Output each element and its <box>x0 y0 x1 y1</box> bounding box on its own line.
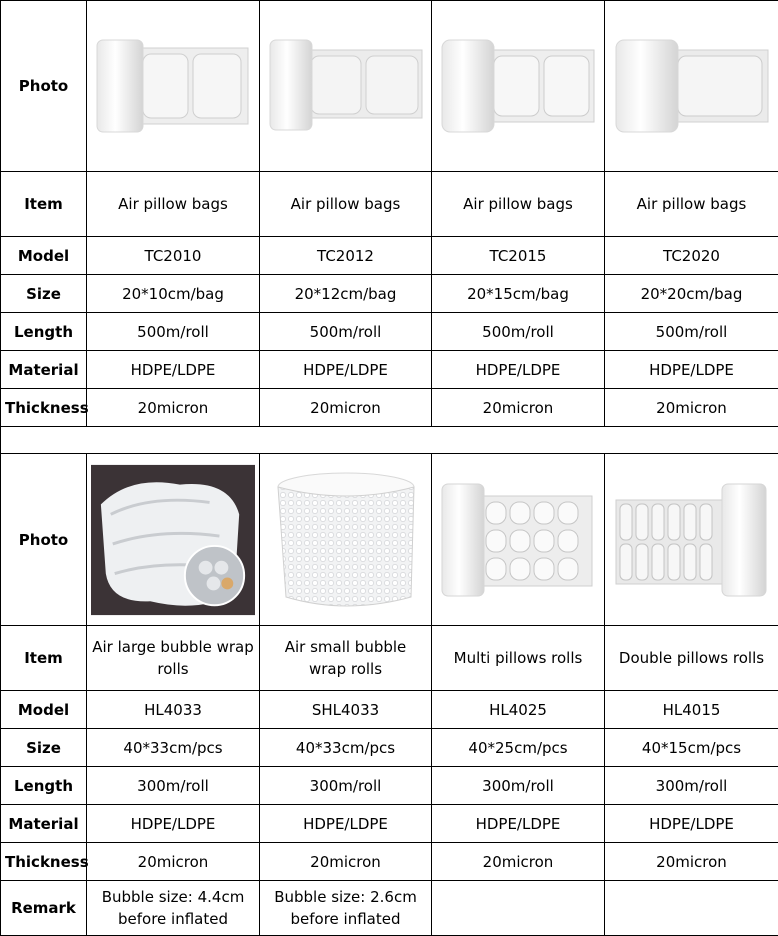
size-cell: 40*33cm/pcs <box>87 729 260 767</box>
length-cell: 500m/roll <box>605 313 778 351</box>
thickness-header: Thickness <box>1 843 87 881</box>
item-cell: Air pillow bags <box>260 172 432 237</box>
model-cell: TC2020 <box>605 237 778 275</box>
thickness-cell: 20micron <box>260 389 432 427</box>
length-cell: 300m/roll <box>260 767 432 805</box>
material-cell: HDPE/LDPE <box>87 351 260 389</box>
spacer-row <box>1 427 778 454</box>
item-row <box>1 626 778 691</box>
size-row <box>1 275 778 313</box>
air-pillow-roll-photo <box>264 36 427 136</box>
air-pillow-roll-photo <box>436 36 600 136</box>
size-cell: 20*20cm/bag <box>605 275 778 313</box>
remark-header: Remark <box>1 881 87 936</box>
model-row <box>1 237 778 275</box>
size-header: Size <box>1 729 87 767</box>
model-cell: TC2010 <box>87 237 260 275</box>
model-cell: HL4033 <box>87 691 260 729</box>
material-cell: HDPE/LDPE <box>605 351 778 389</box>
air-pillow-roll-photo <box>91 36 255 136</box>
material-row <box>1 805 778 843</box>
multi-pillow-roll-photo <box>436 480 600 600</box>
length-cell: 300m/roll <box>432 767 605 805</box>
size-cell: 40*33cm/pcs <box>260 729 432 767</box>
thickness-cell: 20micron <box>605 843 778 881</box>
item-header: Item <box>1 172 87 237</box>
item-cell: Air small bubble wrap rolls <box>260 626 432 691</box>
size-cell: 20*12cm/bag <box>260 275 432 313</box>
remark-row <box>1 881 778 936</box>
model-header: Model <box>1 691 87 729</box>
model-header: Model <box>1 237 87 275</box>
length-row <box>1 767 778 805</box>
item-cell: Air pillow bags <box>87 172 260 237</box>
model-cell: SHL4033 <box>260 691 432 729</box>
thickness-row <box>1 389 778 427</box>
model-cell: HL4015 <box>605 691 778 729</box>
model-cell: TC2015 <box>432 237 605 275</box>
model-row <box>1 691 778 729</box>
size-cell: 20*15cm/bag <box>432 275 605 313</box>
model-cell: TC2012 <box>260 237 432 275</box>
photo-row <box>1 454 778 626</box>
thickness-cell: 20micron <box>87 843 260 881</box>
size-header: Size <box>1 275 87 313</box>
photo-row <box>1 1 778 172</box>
remark-cell: Bubble size: 2.6cm before inflated <box>260 881 432 936</box>
length-row <box>1 313 778 351</box>
photo-header: Photo <box>1 454 87 626</box>
length-cell: 500m/roll <box>260 313 432 351</box>
thickness-cell: 20micron <box>87 389 260 427</box>
thickness-cell: 20micron <box>260 843 432 881</box>
thickness-header: Thickness <box>1 389 87 427</box>
material-cell: HDPE/LDPE <box>605 805 778 843</box>
remark-cell <box>432 881 605 936</box>
material-header: Material <box>1 351 87 389</box>
thickness-cell: 20micron <box>605 389 778 427</box>
small-bubble-wrap-photo <box>264 467 427 612</box>
size-cell: 20*10cm/bag <box>87 275 260 313</box>
material-cell: HDPE/LDPE <box>432 351 605 389</box>
length-header: Length <box>1 767 87 805</box>
length-cell: 300m/roll <box>87 767 260 805</box>
thickness-cell: 20micron <box>432 843 605 881</box>
large-bubble-wrap-photo <box>91 464 255 616</box>
remark-cell: Bubble size: 4.4cm before inflated <box>87 881 260 936</box>
item-cell: Air large bubble wrap rolls <box>87 626 260 691</box>
size-cell: 40*15cm/pcs <box>605 729 778 767</box>
material-cell: HDPE/LDPE <box>87 805 260 843</box>
item-row <box>1 172 778 237</box>
item-header: Item <box>1 626 87 691</box>
remark-cell <box>605 881 778 936</box>
item-cell: Double pillows rolls <box>605 626 778 691</box>
thickness-row <box>1 843 778 881</box>
item-cell: Air pillow bags <box>605 172 778 237</box>
photo-header: Photo <box>1 1 87 172</box>
model-cell: HL4025 <box>432 691 605 729</box>
length-cell: 500m/roll <box>87 313 260 351</box>
air-pillow-roll-photo <box>609 36 774 136</box>
material-cell: HDPE/LDPE <box>260 805 432 843</box>
material-cell: HDPE/LDPE <box>260 351 432 389</box>
item-cell: Air pillow bags <box>432 172 605 237</box>
material-row <box>1 351 778 389</box>
double-pillow-roll-photo <box>609 480 774 600</box>
length-cell: 500m/roll <box>432 313 605 351</box>
length-cell: 300m/roll <box>605 767 778 805</box>
length-header: Length <box>1 313 87 351</box>
size-row <box>1 729 778 767</box>
material-cell: HDPE/LDPE <box>432 805 605 843</box>
material-header: Material <box>1 805 87 843</box>
item-cell: Multi pillows rolls <box>432 626 605 691</box>
thickness-cell: 20micron <box>432 389 605 427</box>
size-cell: 40*25cm/pcs <box>432 729 605 767</box>
